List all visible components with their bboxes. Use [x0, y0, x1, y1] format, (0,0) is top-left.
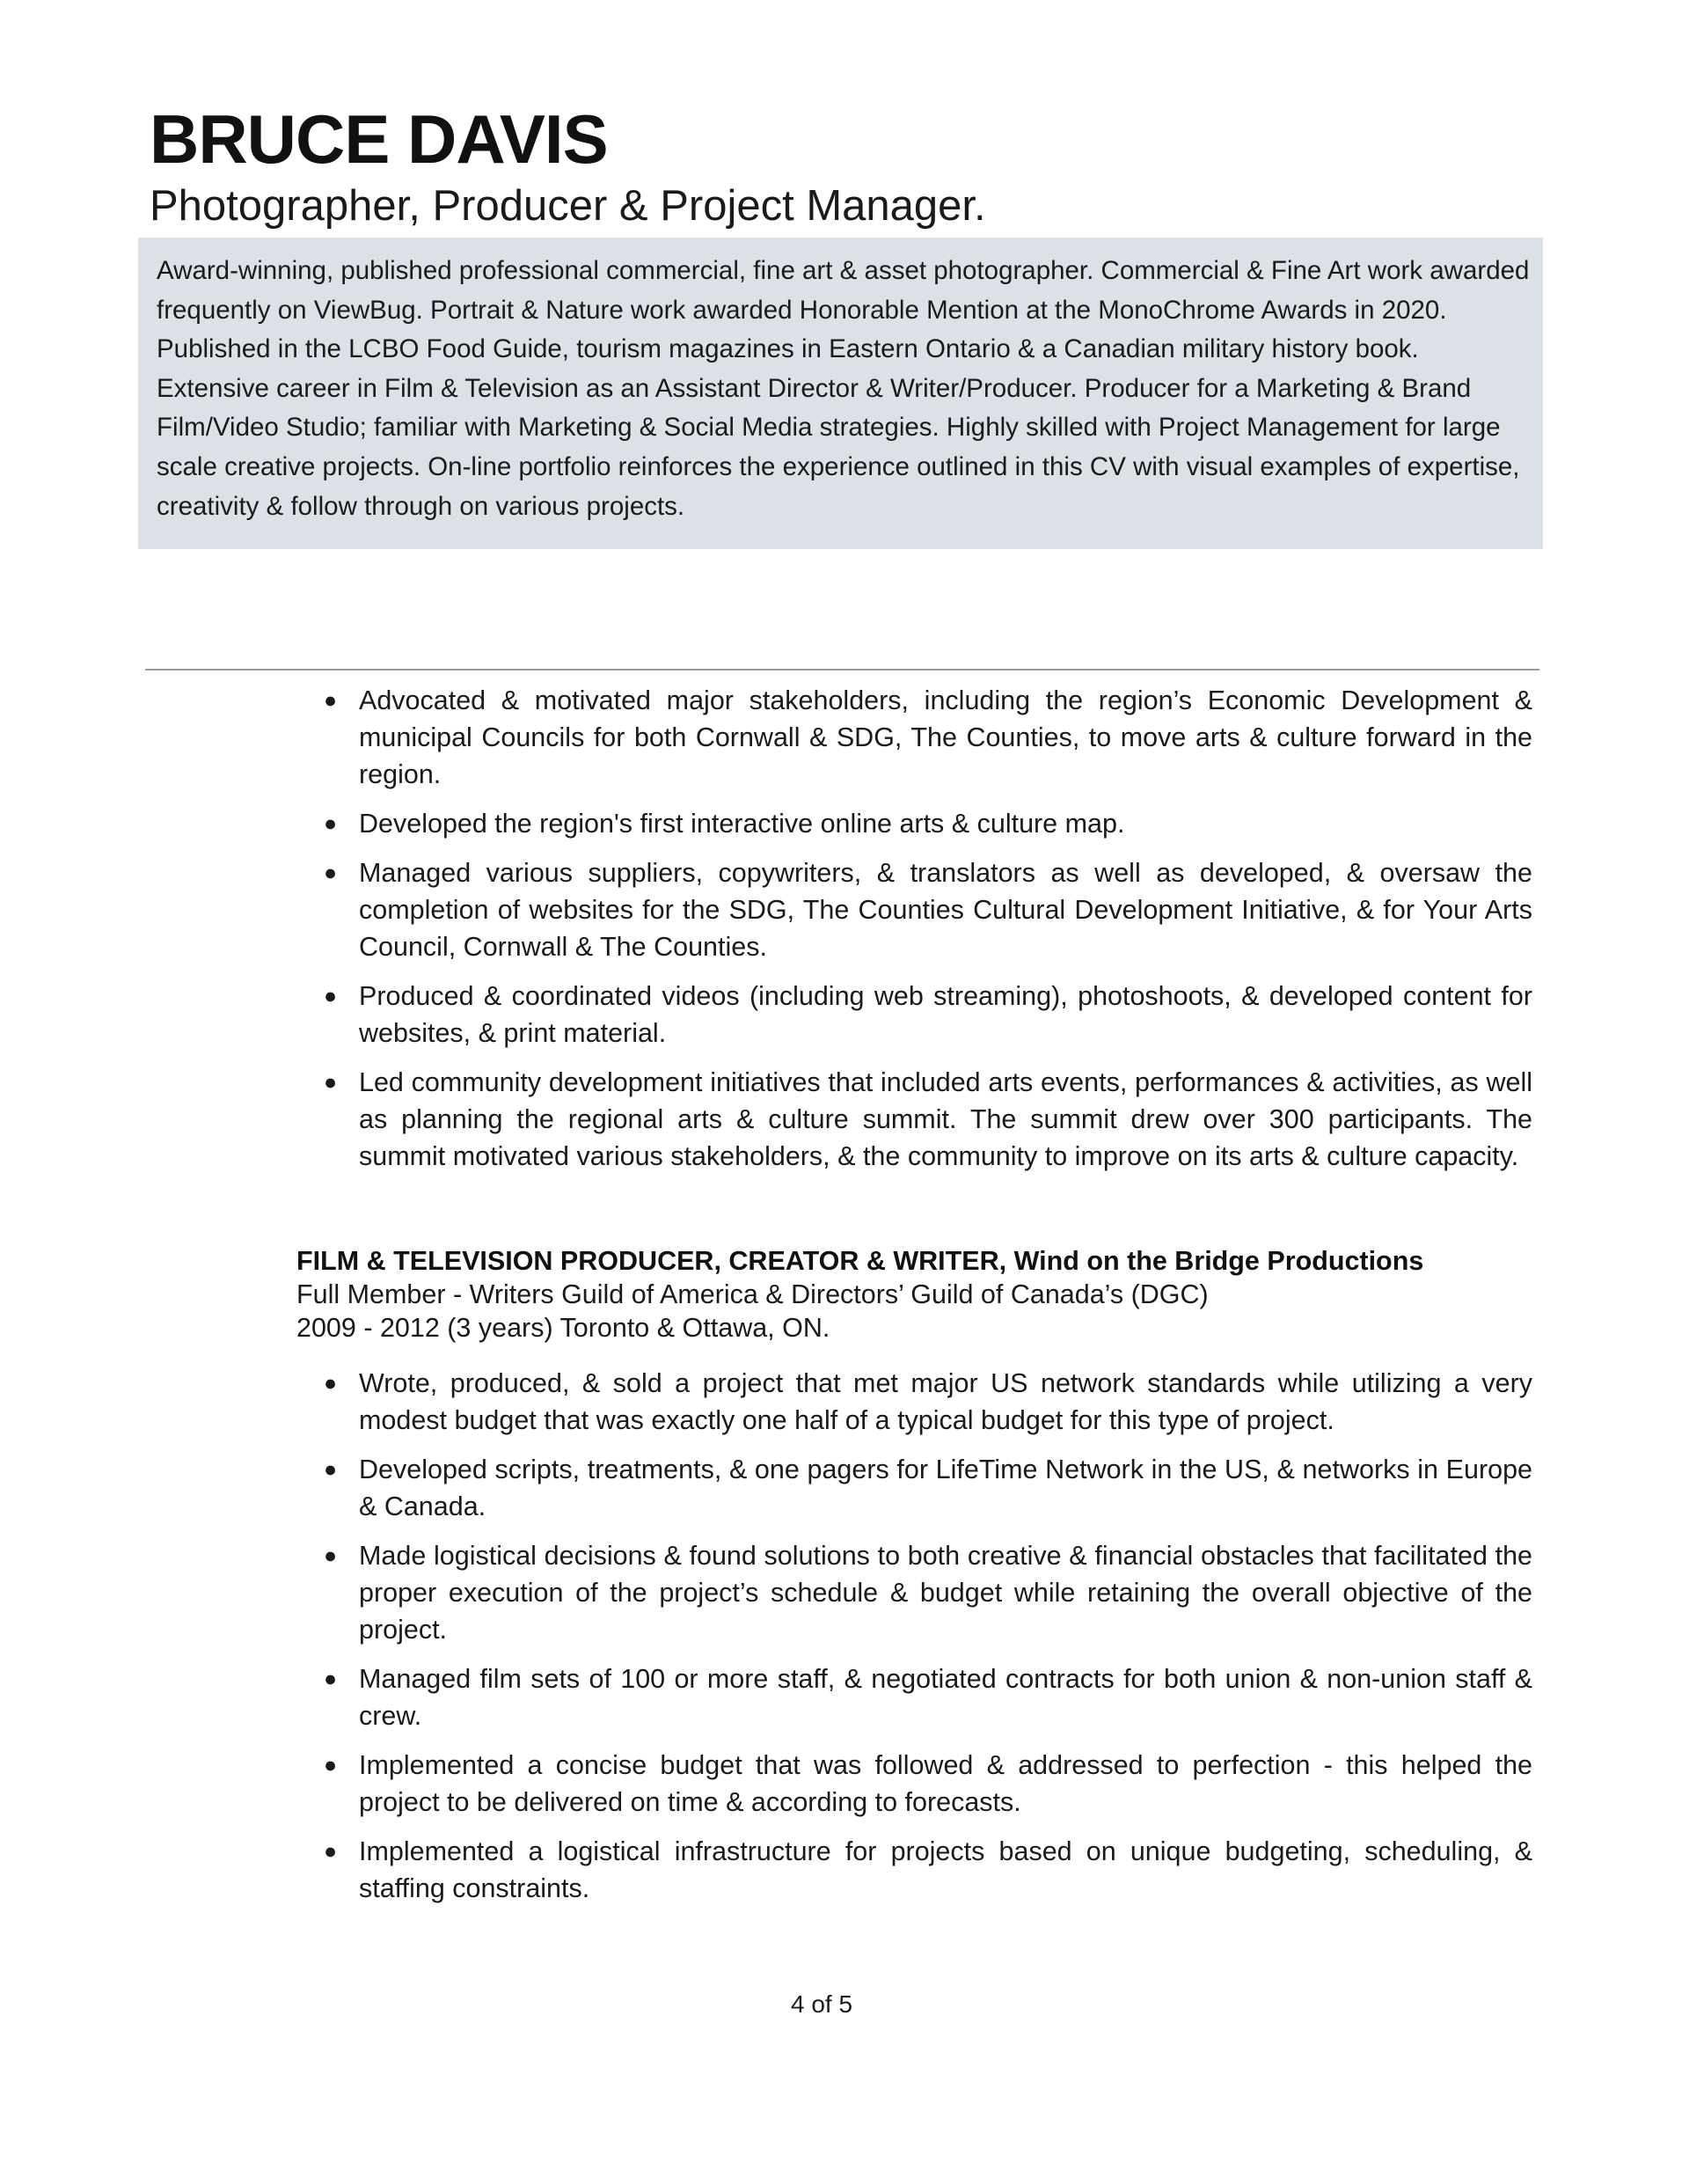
- page-number: 4 of 5: [790, 1990, 853, 2018]
- list-item: ● Produced & coordinated videos (including web streaming), photoshoots, & developed content for websites, & print material.: [324, 978, 1532, 1052]
- list-item: ● Led community development initiatives that included arts events, performances & activities, as well as planning the regional arts & culture summit. The summit drew over 300 participants. The summit motivated various stakeholders, & the community to improve on its arts & culture capacity.: [324, 1064, 1532, 1175]
- job-dates-location: 2009 - 2012 (3 years) Toronto & Ottawa, ON.: [296, 1313, 830, 1343]
- list-item: ● Wrote, produced, & sold a project that met major US network standards while utilizing a very modest budget that was exactly one half of a typical budget for this type of project.: [324, 1365, 1532, 1439]
- list-item: ● Developed scripts, treatments, & one pagers for LifeTime Network in the US, & networks in Europe & Canada.: [324, 1451, 1532, 1525]
- list-item: ● Implemented a concise budget that was followed & addressed to perfection - this helped the project to be delivered on time & according to forecasts.: [324, 1747, 1532, 1821]
- job-header: [296, 1244, 1546, 1345]
- candidate-name: BRUCE DAVIS: [150, 100, 608, 178]
- candidate-subtitle: Photographer, Producer & Project Manager.: [150, 182, 986, 230]
- previous-role-bullet-list: [324, 682, 1532, 1187]
- list-item: ● Managed various suppliers, copywriters, & translators as well as developed, & oversaw the completion of websites for the SDG, The Counties Cultural Development Initiative, & for Your Arts Council, Cornwall & The Counties.: [324, 854, 1532, 965]
- summary-text: Award-winning, published professional commercial, fine art & asset photographer. Commercial & Fine Art work awarded frequently on ViewBug. Portrait & Nature work awarded Honorable Mention at the MonoChrome Awards in 2020. Published in the LCBO Food Guide, tourism magazines in Eastern Ontario & a Canadian military history book. Extensive career in Film & Television as an Assistant Director & Writer/Producer. Producer for a Marketing & Brand Film/Video Studio; familiar with Marketing & Social Media strategies. Highly skilled with Project Management for large scale creative projects. On-line portfolio reinforces the experience outlined in this CV with visual examples of expertise, creativity & follow through on various projects.: [157, 256, 1530, 521]
- section-divider: [145, 669, 1539, 671]
- job-membership: Full Member - Writers Guild of America & Directors’ Guild of Canada’s (DGC): [296, 1279, 1209, 1309]
- list-item: ● Implemented a logistical infrastructure for projects based on unique budgeting, scheduling, & staffing constraints.: [324, 1833, 1532, 1907]
- list-item: ● Developed the region's first interactive online arts & culture map.: [324, 805, 1532, 842]
- job-bullet-list: [324, 1365, 1532, 1919]
- list-item: ● Made logistical decisions & found solutions to both creative & financial obstacles that facilitated the proper execution of the project’s schedule & budget while retaining the overall objective of the project.: [324, 1537, 1532, 1648]
- list-item: ● Managed film sets of 100 or more staff, & negotiated contracts for both union & non-union staff & crew.: [324, 1660, 1532, 1734]
- list-item: ● Advocated & motivated major stakeholders, including the region’s Economic Development & municipal Councils for both Cornwall & SDG, The Counties, to move arts & culture forward in the region.: [324, 682, 1532, 793]
- job-title: FILM & TELEVISION PRODUCER, CREATOR & WRITER, Wind on the Bridge Productions: [296, 1246, 1424, 1276]
